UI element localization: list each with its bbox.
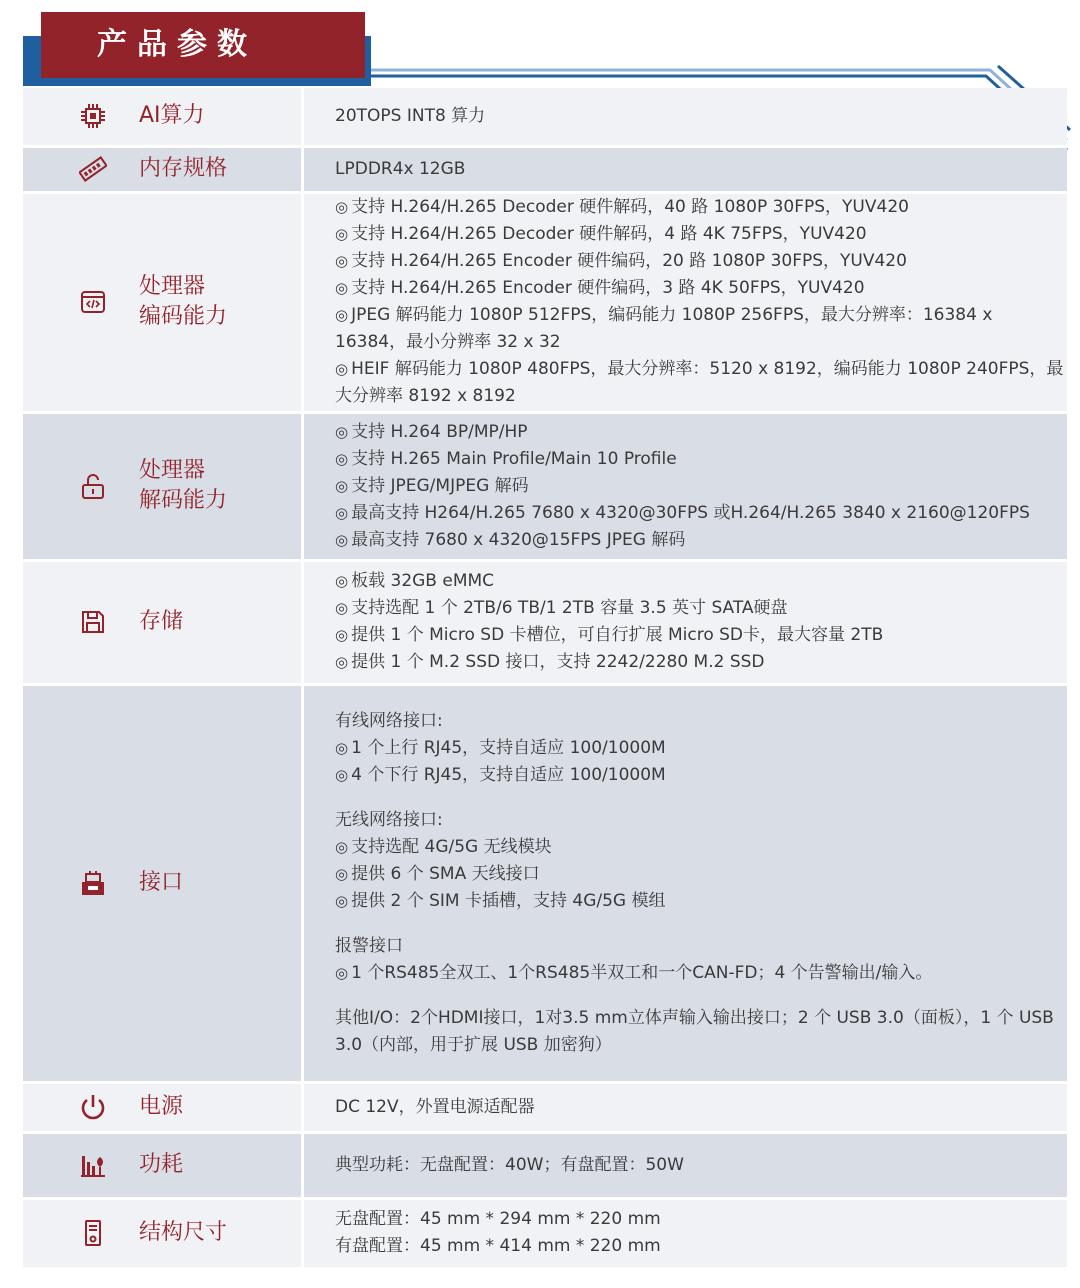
spec-value-line: LPDDR4x 12GB bbox=[335, 158, 466, 179]
spec-value-line: ◎ 最高支持 H264/H.265 7680 x 4320@30FPS 或H.264/H.265 3840 x 2160@120FPS bbox=[335, 500, 1067, 527]
spec-value-cell bbox=[303, 192, 1068, 412]
spec-group-title: 无线网络接口: bbox=[335, 809, 443, 830]
spec-value-line: ◎ 提供 1 个 M.2 SSD 接口，支持 2242/2280 M.2 SSD bbox=[335, 649, 1067, 676]
spec-row bbox=[23, 412, 1067, 560]
spec-row bbox=[23, 88, 1067, 146]
spec-label-cell bbox=[23, 1198, 303, 1268]
spec-value-line: ◎ 支持 H.264/H.265 Decoder 硬件解码，4 路 4K 75FPS，YUV420 bbox=[335, 221, 1067, 248]
spec-value-line: ◎ JPEG 解码能力 1080P 512FPS，编码能力 1080P 256FPS，最大分辨率：16384 x 16384，最小分辨率 32 x 32 bbox=[335, 302, 1067, 356]
spec-label-cell bbox=[23, 88, 303, 146]
spec-label-cell bbox=[23, 560, 303, 684]
spec-value-cell bbox=[303, 88, 1068, 146]
spec-value-line: ◎ 支持 JPEG/MJPEG 解码 bbox=[335, 473, 1067, 500]
spec-label-line: AI算力 bbox=[139, 103, 205, 129]
spec-label-line: 存储 bbox=[139, 609, 184, 634]
spec-label-line: 处理器 bbox=[139, 458, 206, 483]
spec-value-line: 有盘配置：45 mm * 414 mm * 220 mm bbox=[335, 1236, 661, 1256]
spec-label bbox=[139, 1150, 183, 1180]
spec-label-line: 结构尺寸 bbox=[139, 1220, 228, 1245]
spec-label-cell bbox=[23, 146, 303, 192]
floppy-disk-icon bbox=[75, 604, 111, 640]
power-icon bbox=[75, 1089, 111, 1125]
memory-icon bbox=[75, 151, 111, 187]
spec-value-cell bbox=[303, 1132, 1068, 1198]
spec-value-line: DC 12V，外置电源适配器 bbox=[335, 1096, 535, 1117]
spec-label-line: 接口 bbox=[139, 870, 184, 895]
spec-value-line: ◎ 支持 H.264/H.265 Encoder 硬件编码，3 路 4K 50FPS，YUV420 bbox=[335, 275, 1067, 302]
spec-label-cell bbox=[23, 412, 303, 560]
spec-value-line: ◎ 支持 H.264 BP/MP/HP bbox=[335, 419, 1067, 446]
spec-value-cell bbox=[303, 146, 1068, 192]
spec-value-line: 20TOPS INT8 算力 bbox=[335, 105, 486, 126]
spec-value-line: ◎ 支持 H.265 Main Profile/Main 10 Profile bbox=[335, 446, 1067, 473]
spec-value-line: 其他I/O：2个HDMI接口，1对3.5 mm立体声输入输出接口；2 个 USB 3.0（面板），1 个 USB 3.0（内部，用于扩展 USB 加密狗） bbox=[335, 1007, 1054, 1055]
spec-row bbox=[23, 560, 1067, 684]
spec-value-line: ◎ 支持 H.264/H.265 Encoder 硬件编码，20 路 1080P 30FPS，YUV420 bbox=[335, 248, 1067, 275]
spec-value-line: ◎ 板载 32GB eMMC bbox=[335, 568, 1067, 595]
spec-label bbox=[139, 272, 227, 332]
spec-label-line: 解码能力 bbox=[139, 488, 228, 513]
page-title: 产品参数 bbox=[41, 12, 365, 78]
spec-value-cell bbox=[303, 1198, 1068, 1268]
spec-label bbox=[139, 456, 227, 516]
spec-row bbox=[23, 1132, 1067, 1198]
spec-value-line: 典型功耗：无盘配置：40W；有盘配置：50W bbox=[335, 1154, 684, 1175]
spec-value-line: ◎ 支持选配 1 个 2TB/6 TB/1 2TB 容量 3.5 英寸 SATA硬盘 bbox=[335, 595, 1067, 622]
spec-label-line: 编码能力 bbox=[139, 304, 228, 329]
spec-table bbox=[23, 88, 1067, 1270]
spec-label-cell bbox=[23, 192, 303, 412]
spec-label-line: 处理器 bbox=[139, 274, 206, 299]
chassis-icon bbox=[75, 1215, 111, 1251]
spec-row bbox=[23, 146, 1067, 192]
spec-value-cell bbox=[303, 684, 1068, 1082]
spec-value-line: ◎ 1 个RS485全双工、1个RS485半双工和一个CAN-FD；4 个告警输出/输入。 bbox=[335, 960, 1067, 987]
spec-label-line: 内存规格 bbox=[139, 156, 228, 181]
power-consumption-icon bbox=[75, 1147, 111, 1183]
spec-label bbox=[139, 101, 205, 131]
spec-value-cell bbox=[303, 560, 1068, 684]
spec-value-line: ◎ HEIF 解码能力 1080P 480FPS，最大分辨率：5120 x 8192，编码能力 1080P 240FPS，最大分辨率 8192 x 8192 bbox=[335, 356, 1067, 410]
spec-label-cell bbox=[23, 1082, 303, 1132]
spec-row bbox=[23, 684, 1067, 1082]
code-window-icon bbox=[75, 284, 111, 320]
spec-row bbox=[23, 192, 1067, 412]
spec-value-line: ◎ 4 个下行 RJ45，支持自适应 100/1000M bbox=[335, 762, 1067, 789]
unlock-icon bbox=[75, 468, 111, 504]
spec-group-title: 报警接口 bbox=[335, 935, 403, 956]
spec-value-line: ◎ 提供 1 个 Micro SD 卡槽位，可自行扩展 Micro SD卡，最大容量 2TB bbox=[335, 622, 1067, 649]
spec-label bbox=[139, 868, 183, 898]
spec-value-line: ◎ 提供 2 个 SIM 卡插槽，支持 4G/5G 模组 bbox=[335, 888, 1067, 915]
spec-label bbox=[139, 1092, 183, 1122]
chip-icon bbox=[75, 98, 111, 134]
spec-label bbox=[139, 607, 183, 637]
spec-value-line: ◎ 最高支持 7680 x 4320@15FPS JPEG 解码 bbox=[335, 527, 1067, 554]
spec-value-line: ◎ 支持选配 4G/5G 无线模块 bbox=[335, 834, 1067, 861]
spec-label-cell bbox=[23, 1132, 303, 1198]
spec-value-line: 无盘配置：45 mm * 294 mm * 220 mm bbox=[335, 1209, 661, 1229]
spec-label-cell bbox=[23, 684, 303, 1082]
interface-icon bbox=[75, 865, 111, 901]
spec-label bbox=[139, 154, 227, 184]
spec-value-cell bbox=[303, 1082, 1068, 1132]
spec-row bbox=[23, 1198, 1067, 1268]
spec-group-title: 有线网络接口: bbox=[335, 710, 443, 731]
spec-row bbox=[23, 1082, 1067, 1132]
spec-value-line: ◎ 支持 H.264/H.265 Decoder 硬件解码，40 路 1080P 30FPS，YUV420 bbox=[335, 194, 1067, 221]
spec-label bbox=[139, 1218, 227, 1248]
spec-value-cell bbox=[303, 412, 1068, 560]
spec-label-line: 功耗 bbox=[139, 1152, 184, 1177]
spec-label-line: 电源 bbox=[139, 1094, 184, 1119]
spec-value-line: ◎ 1 个上行 RJ45，支持自适应 100/1000M bbox=[335, 735, 1067, 762]
spec-value-line: ◎ 提供 6 个 SMA 天线接口 bbox=[335, 861, 1067, 888]
